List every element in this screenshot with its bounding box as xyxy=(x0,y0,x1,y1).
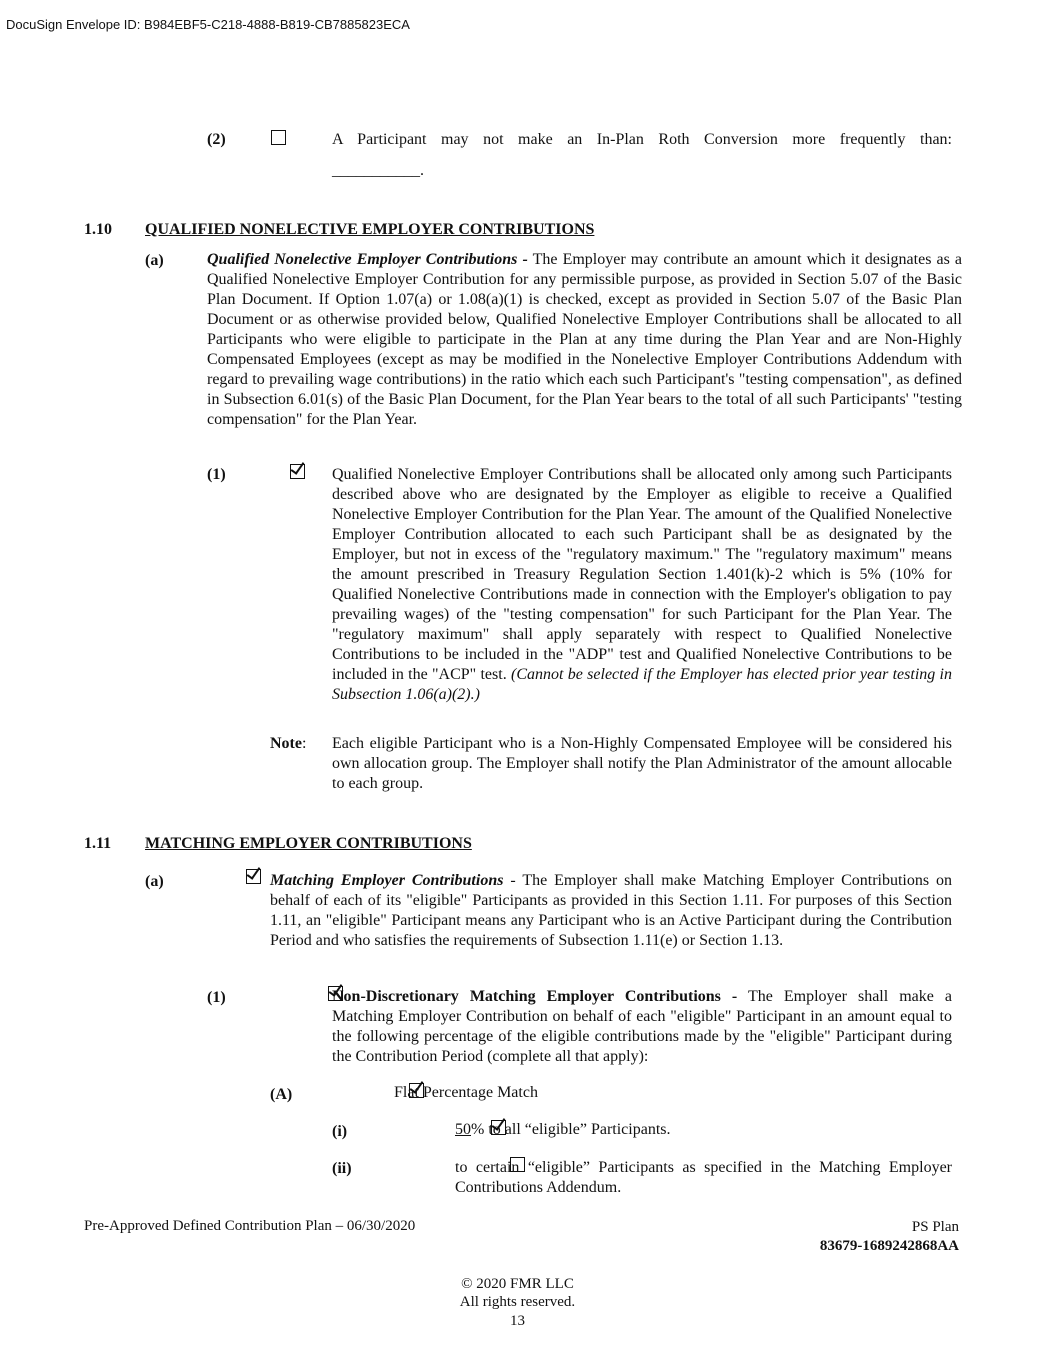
note-label: Note xyxy=(270,735,302,752)
flat-match-label: (A) xyxy=(270,1086,293,1103)
section-1-11-a-label: (a) xyxy=(145,873,164,890)
item-2-checkbox[interactable] xyxy=(271,130,286,145)
flat-match-i-line xyxy=(455,1121,671,1139)
footer-plan-number: 83679-1689242868AA xyxy=(819,1238,959,1254)
footer-plan-name: Pre-Approved Defined Contribution Plan – 06/30/2020 xyxy=(84,1218,416,1234)
flat-match-i-label: (i) xyxy=(332,1123,348,1140)
section-1-11-item1-text: The Employer shall make a Matching Employer Contribution on behalf of each "eligible" Participant in an amount equal to the following percentage of the eligible contributions made by the "eligible" Participant during the Contribution Period (complete all that apply): xyxy=(332,988,952,1065)
section-1-10-item1-checkbox[interactable] xyxy=(290,464,305,479)
item-2-label: (2) xyxy=(207,131,226,148)
section-1-11-item1-label: (1) xyxy=(207,989,226,1006)
flat-match-ii-label: (ii) xyxy=(332,1160,352,1177)
section-1-11-a-checkbox[interactable] xyxy=(246,869,261,884)
section-1-11-item1-paragraph xyxy=(332,987,952,1067)
section-1-11-a-title: Matching Employer Contributions xyxy=(270,872,504,889)
item-2-blank: ___________. xyxy=(332,162,424,179)
section-1-10-item1-paragraph xyxy=(332,465,952,705)
section-1-10-title: QUALIFIED NONELECTIVE EMPLOYER CONTRIBUTIONS xyxy=(145,221,595,238)
section-1-10-a-text: The Employer may contribute an amount which it designates as a Qualified Nonelective Employer Contribution for any permissible purpose, as provided in Section 5.07 of the Basic Plan Document. If Option 1.07(a) or 1.08(a)(1) is checked, except as provided in Section 5.07 of the Basic Plan Document or as otherwise provided below, Qualified Nonelective Employer Contributions shall be allocated to all Participants who were eligible to participate in the Plan at any time during the Plan Year and are Non-Highly Compensated Employees (except as may be modified in the Nonelective Employer Contributions Addendum with regard to prevailing wage contributions) in the ratio which each such Participant's "testing compensation", as defined in Subsection 6.01(s) of the Basic Plan Document, for the Plan Year bears to the total of all such Participants' "testing compensation" for the Plan Year. xyxy=(207,251,963,428)
match-percent-value[interactable]: 50 xyxy=(455,1121,471,1138)
section-1-10-item1-text: Qualified Nonelective Employer Contributions shall be allocated only among such Participants described above who are designated by the Employer as eligible to receive a Qualified Nonelective Employer Contribution for the Plan Year. The amount of the Qualified Nonelective Employer Contribution allocated to each such Participant shall be as designated by the Employer, but not in excess of the "regulatory maximum." The "regulatory maximum" means the amount prescribed in Treasury Regulation Section 1.401(k)-2 which is 5% (10% for Qualified Nonelective Contributions made in connection with the Employer's obligation to pay prevailing wages) of the "testing compensation" for such Participant for the Plan Year. The "regulatory maximum" shall apply separately with respect to Qualified Nonelective Contributions to be included in the "ADP" test and Qualified Nonelective Contributions to be included in the "ACP" test. xyxy=(332,466,952,683)
section-1-11-number: 1.11 xyxy=(84,835,112,852)
section-1-10-item1-label: (1) xyxy=(207,466,226,483)
section-1-10-a-title: Qualified Nonelective Employer Contributions - xyxy=(207,251,528,268)
section-1-10-a-label: (a) xyxy=(145,252,164,269)
footer-copyright: © 2020 FMR LLC xyxy=(461,1276,574,1292)
flat-match-i-text: % to all “eligible” Participants. xyxy=(471,1121,671,1138)
page-number: 13 xyxy=(510,1313,525,1329)
section-1-11-title: MATCHING EMPLOYER CONTRIBUTIONS xyxy=(145,835,472,852)
footer-ps-plan: PS Plan xyxy=(911,1219,959,1235)
note-text: Each eligible Participant who is a Non-Highly Compensated Employee will be considered his own allocation group. The Employer shall notify the Plan Administrator of the amount allocable to each group. xyxy=(332,735,952,792)
section-1-11-a-text: - The Employer shall make Matching Employer Contributions on behalf of each of its "eligible" Participants as provided in this Section 1.11. For purposes of this Section 1.11, an "eligible" Participant means any Participant who is an Active Participant during the Contribution Period and who satisfies the requirements of Subsection 1.11(e) or Section 1.13. xyxy=(270,872,953,949)
section-1-11-item1-title: Non-Discretionary Matching Employer Contributions - xyxy=(332,988,738,1005)
section-1-11-a-paragraph xyxy=(270,871,952,951)
footer-rights: All rights reserved. xyxy=(459,1294,576,1310)
envelope-id: DocuSign Envelope ID: B984EBF5-C218-4888-B819-CB7885823ECA xyxy=(6,17,410,32)
section-1-10-item1-italic: (Cannot be selected if the Employer has elected prior year testing in Subsection 1.06(a)(2).) xyxy=(332,666,953,703)
flat-match-text: Flat Percentage Match xyxy=(394,1084,538,1101)
note-label-wrap: Note: xyxy=(270,735,307,752)
section-1-10-number: 1.10 xyxy=(84,221,112,238)
item-2-text: A Participant may not make an In-Plan Roth Conversion more frequently than: xyxy=(332,131,952,148)
flat-match-ii-text: to certain “eligible” Participants as specified in the Matching Employer Contributions Addendum. xyxy=(455,1159,952,1196)
section-1-10-a-paragraph xyxy=(207,250,962,430)
